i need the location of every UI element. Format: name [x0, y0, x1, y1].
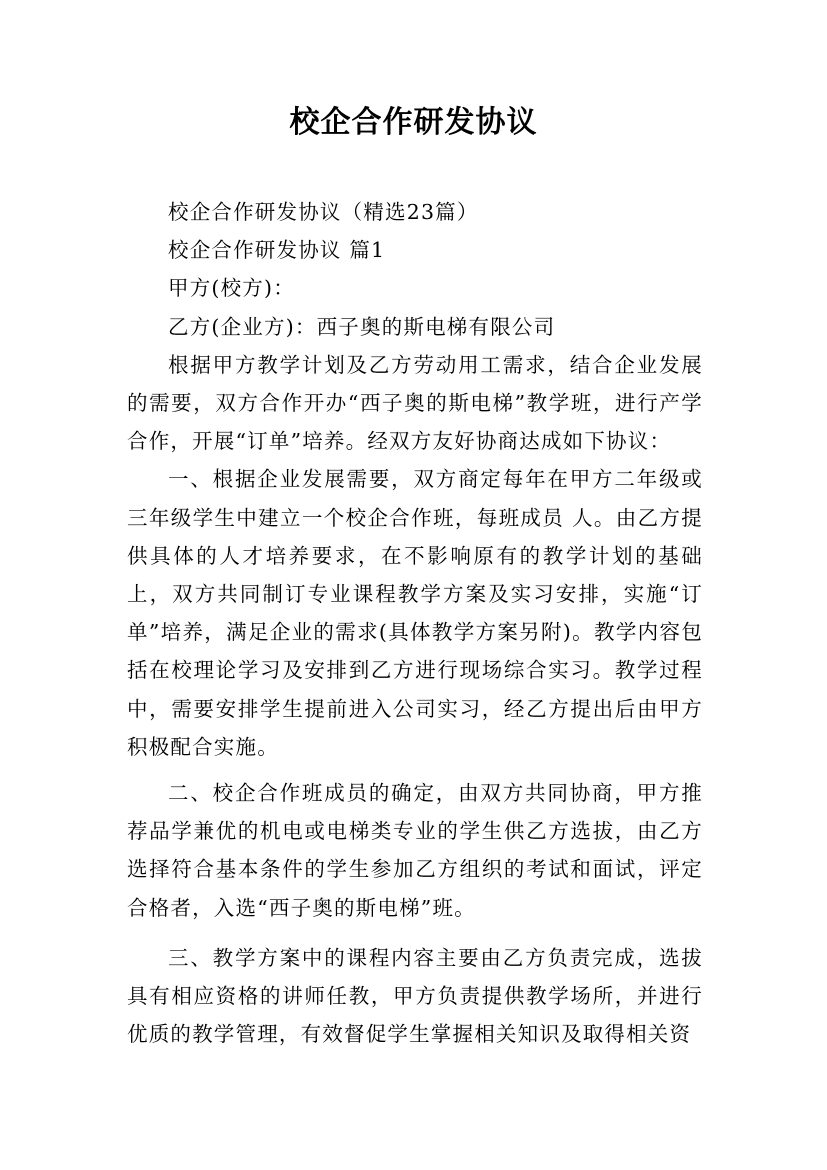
- paragraph-subtitle: 校企合作研发协议（精选23篇）: [168, 200, 479, 224]
- document-body: [127, 193, 703, 1053]
- paragraph-clause-2: 二、校企合作班成员的确定，由双方共同协商，甲方推荐品学兼优的机电或电梯类专业的学生供乙方选拔，由乙方选择符合基本条件的学生参加乙方组织的考试和面试，评定合格者，入选“西子奥的斯电梯”班。: [127, 781, 703, 920]
- paragraph-preamble: 根据甲方教学计划及乙方劳动用工需求，结合企业发展的需要，双方合作开办“西子奥的斯电梯”教学班，进行产学合作，开展“订单”培养。经双方友好协商达成如下协议：: [127, 352, 703, 454]
- paragraph-party-b: 乙方(企业方)：西子奥的斯电梯有限公司: [168, 314, 556, 339]
- paragraph-heading: 校企合作研发协议 篇1: [168, 238, 386, 263]
- document-title: 校企合作研发协议: [289, 105, 538, 140]
- paragraph-clause-3: 三、教学方案中的课程内容主要由乙方负责完成，选拔具有相应资格的讲师任教，甲方负责提供教学场所，并进行优质的教学管理，有效督促学生掌握相关知识及取得相关资: [127, 945, 703, 1047]
- paragraph-clause-1: 一、根据企业发展需要，双方商定每年在甲方二年级或三年级学生中建立一个校企合作班，每班成员 人。由乙方提供具体的人才培养要求，在不影响原有的教学计划的基础上，双方共同制订专业课程教学方案及实习安排，实施“订单”培养，满足企业的需求(具体教学方案另附)。教学内容包括在校理论学习及安排到乙方进行现场综合实习。教学过程中，需要安排学生提前进入公司实习，经乙方提出后由甲方积极配合实施。: [127, 467, 703, 759]
- paragraph-party-a: 甲方(校方)：: [168, 276, 295, 301]
